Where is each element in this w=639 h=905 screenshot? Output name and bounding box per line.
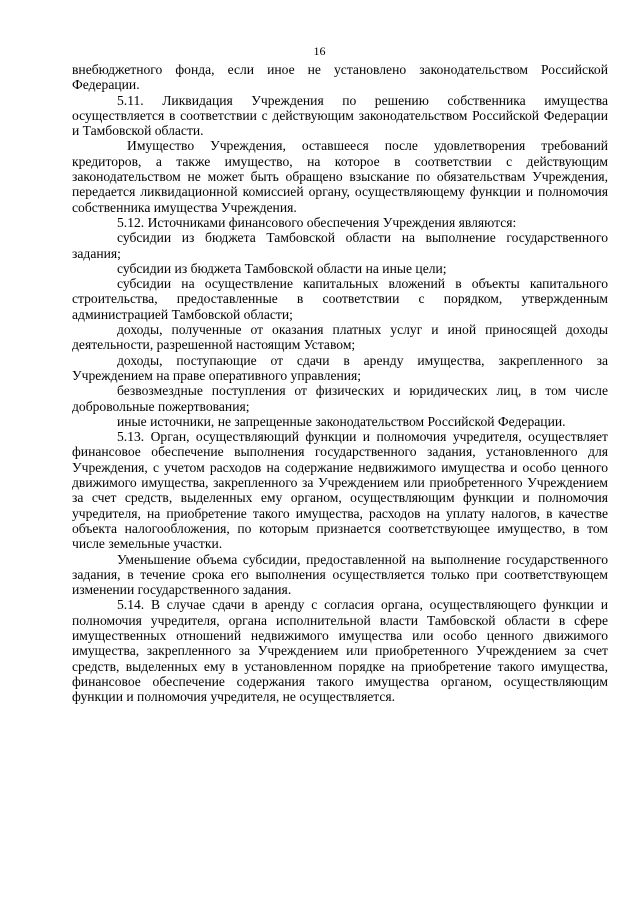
- page-number: 16: [313, 44, 326, 58]
- funding-source-item: субсидии на осуществление капитальных вложений в объекты капитального строительства, предоставленные в соответствии с порядком, утвержденным администрацией Тамбовской области;: [72, 276, 608, 322]
- paragraph-5-14: 5.14. В случае сдачи в аренду с согласия органа, осуществляющего функции и полномочия учредителя, органа исполнительной власти Тамбовской области в сфере имущественных отношений недвижимого имущества или особо ценного движимого имущества, закрепленного за Учреждением или приобретенного Учреждением за счет средств, выделенных ему в установленном порядке на приобретение такого имущества, финансовое обеспечение содержания такого имущества органом, осуществляющим функции и полномочия учредителя, не осуществляется.: [72, 597, 608, 705]
- paragraph-subsidy-reduction: Уменьшение объема субсидии, предоставленной на выполнение государственного задания, в течение срока его выполнения осуществляется только при соответствующем изменении государственного задания.: [72, 551, 608, 598]
- funding-source-item: иные источники, не запрещенные законодательством Российской Федерации.: [117, 413, 566, 429]
- funding-source-item: субсидии из бюджета Тамбовской области на выполнение государственного задания;: [72, 230, 608, 261]
- funding-source-item: безвозмездные поступления от физических и юридических лиц, в том числе добровольные пожертвования;: [72, 383, 608, 414]
- paragraph-5-13: 5.13. Орган, осуществляющий функции и полномочия учредителя, осуществляет финансовое обеспечение выполнения государственного задания, установленного для Учреждения, с учетом расходов на содержание недвижимого имущества и особо ценного движимого имущества, закрепленного за Учреждением или приобретенного Учреждением за счет средств, выделенных ему органом, осуществляющим функции и полномочия учредителя, на приобретение такого имущества, расходов на уплату налогов, в качестве объекта налогообложения, по которым признается соответствующее имущество, в том числе земельные участки.: [72, 429, 608, 552]
- funding-source-item: субсидии из бюджета Тамбовской области на иные цели;: [117, 260, 447, 276]
- paragraph-5-12: 5.12. Источниками финансового обеспечения Учреждения являются:: [117, 214, 517, 230]
- paragraph-5-11: 5.11. Ликвидация Учреждения по решению собственника имущества осуществляется в соответствии с действующим законодательством Российской Федерации и Тамбовской области.: [72, 92, 608, 139]
- funding-source-item: доходы, поступающие от сдачи в аренду имущества, закрепленного за Учреждением на праве оперативного управления;: [72, 352, 608, 383]
- paragraph-property-distribution: Имущество Учреждения, оставшееся после удовлетворения требований кредиторов, а также имущество, на которое в соответствии с действующим законодательством не может быть обращено взыскание по обязательствам Учреждения, передается ликвидационной комиссией органу, осуществляющему функции и полномочия собственника имущества Учреждения.: [72, 138, 608, 215]
- paragraph-continuation: внебюджетного фонда, если иное не установлено законодательством Российской Федерации.: [72, 62, 608, 93]
- funding-source-item: доходы, полученные от оказания платных услуг и иной приносящей доходы деятельности, разрешенной настоящим Уставом;: [72, 322, 608, 353]
- document-body: [72, 62, 608, 704]
